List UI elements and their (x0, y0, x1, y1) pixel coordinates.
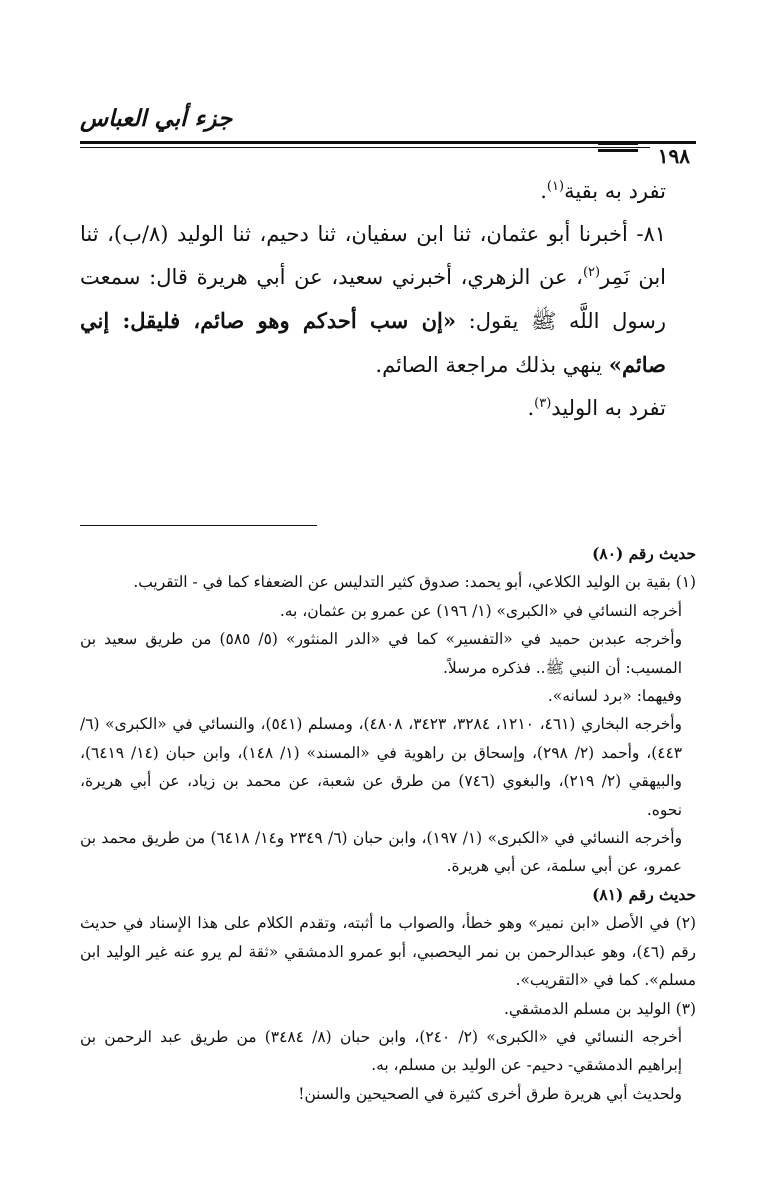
footnote-heading-81: حديث رقم (٨١) (592, 885, 696, 904)
footnote-3: (٣) الوليد بن مسلم الدمشقي. (503, 999, 696, 1018)
footnote-1-line-4: وفيهما: «برد لسانه». (547, 687, 682, 706)
footnote-1: (١) بقية بن الوليد الكلاعي، أبو يحمد: صدوق كثير التدليس عن الضعفاء كما في - التقريب. (133, 573, 696, 592)
paragraph-3: تفرد به الوليد$^{(٣)}$. (527, 396, 666, 420)
hadith-text: «إن سب أحدكم وهو صائم، فليقل: إني صائم» (80, 308, 666, 377)
footnote-heading-80: حديث رقم (٨٠) (592, 545, 696, 563)
footnote-1-line-6: وأخرجه النسائي في «الكبرى» (١/ ١٩٧)، وابن حبان (٦/ ٢٣٤٩ و١٤/ ٦٤١٨) من طريق محمد بن عمرو، عن أبي سلمة، عن أبي هريرة. (80, 829, 683, 876)
footnote-2: (٢) في الأصل «ابن نمير» وهو خطأ، والصواب ما أثبته، وتقدم الكلام على هذا الإسناد في حديث رقم (٤٦)، وهو عبدالرحمن بن نمر اليحصبي، أبو عمرو الدمشقي «ثقة لم يرو عنه غير الوليد ابن مسلم». كما في «التقريب». (80, 914, 696, 990)
page-number: ١٩٨ (650, 145, 696, 167)
footnote-ref-1: (١) (546, 179, 565, 194)
page-number-ornament (598, 142, 638, 156)
main-text (80, 170, 696, 430)
footnote-1-line-5: وأخرجه البخاري (٤٦١، ١٢١٠، ٣٢٨٤، ٣٤٢٣، ٤٨٠٨)، ومسلم (٥٤١)، والنسائي في «الكبرى» (٦/ ٤٤٣)، وأحمد (٢/ ٢٩٨)، وإسحاق بن راهوية في «المسند» (١/ ١٤٨)، وابن حبان (١٤/ ٦٤١٩)، والبيهقي (٢/ ٢١٩)، والبغوي (٧٤٦) من طرق عن شعبة، عن محمد بن زياد، عن أبي هريرة، نحوه. (80, 715, 683, 819)
footnote-ref-3: (٣) (534, 396, 552, 411)
paragraph-81: ٨١- أخبرنا أبو عثمان، ثنا ابن سفيان، ثنا دحيم، ثنا الوليد (٨/ب)، ثنا ابن نَمِر$^{(٢)}$، عن الزهري، أخبرني سعيد، عن أبي هريرة قال: سمعت رسول اللَّه ﷺ يقول: «إن سب أحدكم وهو صائم، فليقل: إني صائم» ينهي بذلك مراجعة الصائم. (80, 222, 667, 377)
footnote-3-line-2: أخرجه النسائي في «الكبرى» (٢/ ٢٤٠)، وابن حبان (٨/ ٣٤٨٤) من طريق عبد الرحمن بن إبراهيم الدمشقي- دحيم- عن الوليد بن مسلم، به. (80, 1027, 682, 1075)
footnote-3-line-3: ولحديث أبي هريرة طرق أخرى كثيرة في الصحيحين والسنن! (298, 1084, 682, 1103)
running-title: جزء أبي العباس (80, 105, 233, 132)
paragraph-1: تفرد به بقية$^{(١)}$. (540, 179, 666, 203)
footnote-1-line-3: وأخرجه عبدبن حميد في «التفسير» كما في «الدر المنثور» (٥/ ٥٨٥) من طريق سعيد بن المسيب: أن النبي ﷺ.. فذكره مرسلاً. (80, 630, 683, 677)
footnotes (80, 540, 696, 1108)
footnote-ref-2: (٢) (582, 265, 601, 280)
footnote-separator (80, 525, 317, 526)
footnote-1-line-2: أخرجه النسائي في «الكبرى» (١/ ١٩٦) عن عمرو بن عثمان، به. (279, 601, 682, 620)
